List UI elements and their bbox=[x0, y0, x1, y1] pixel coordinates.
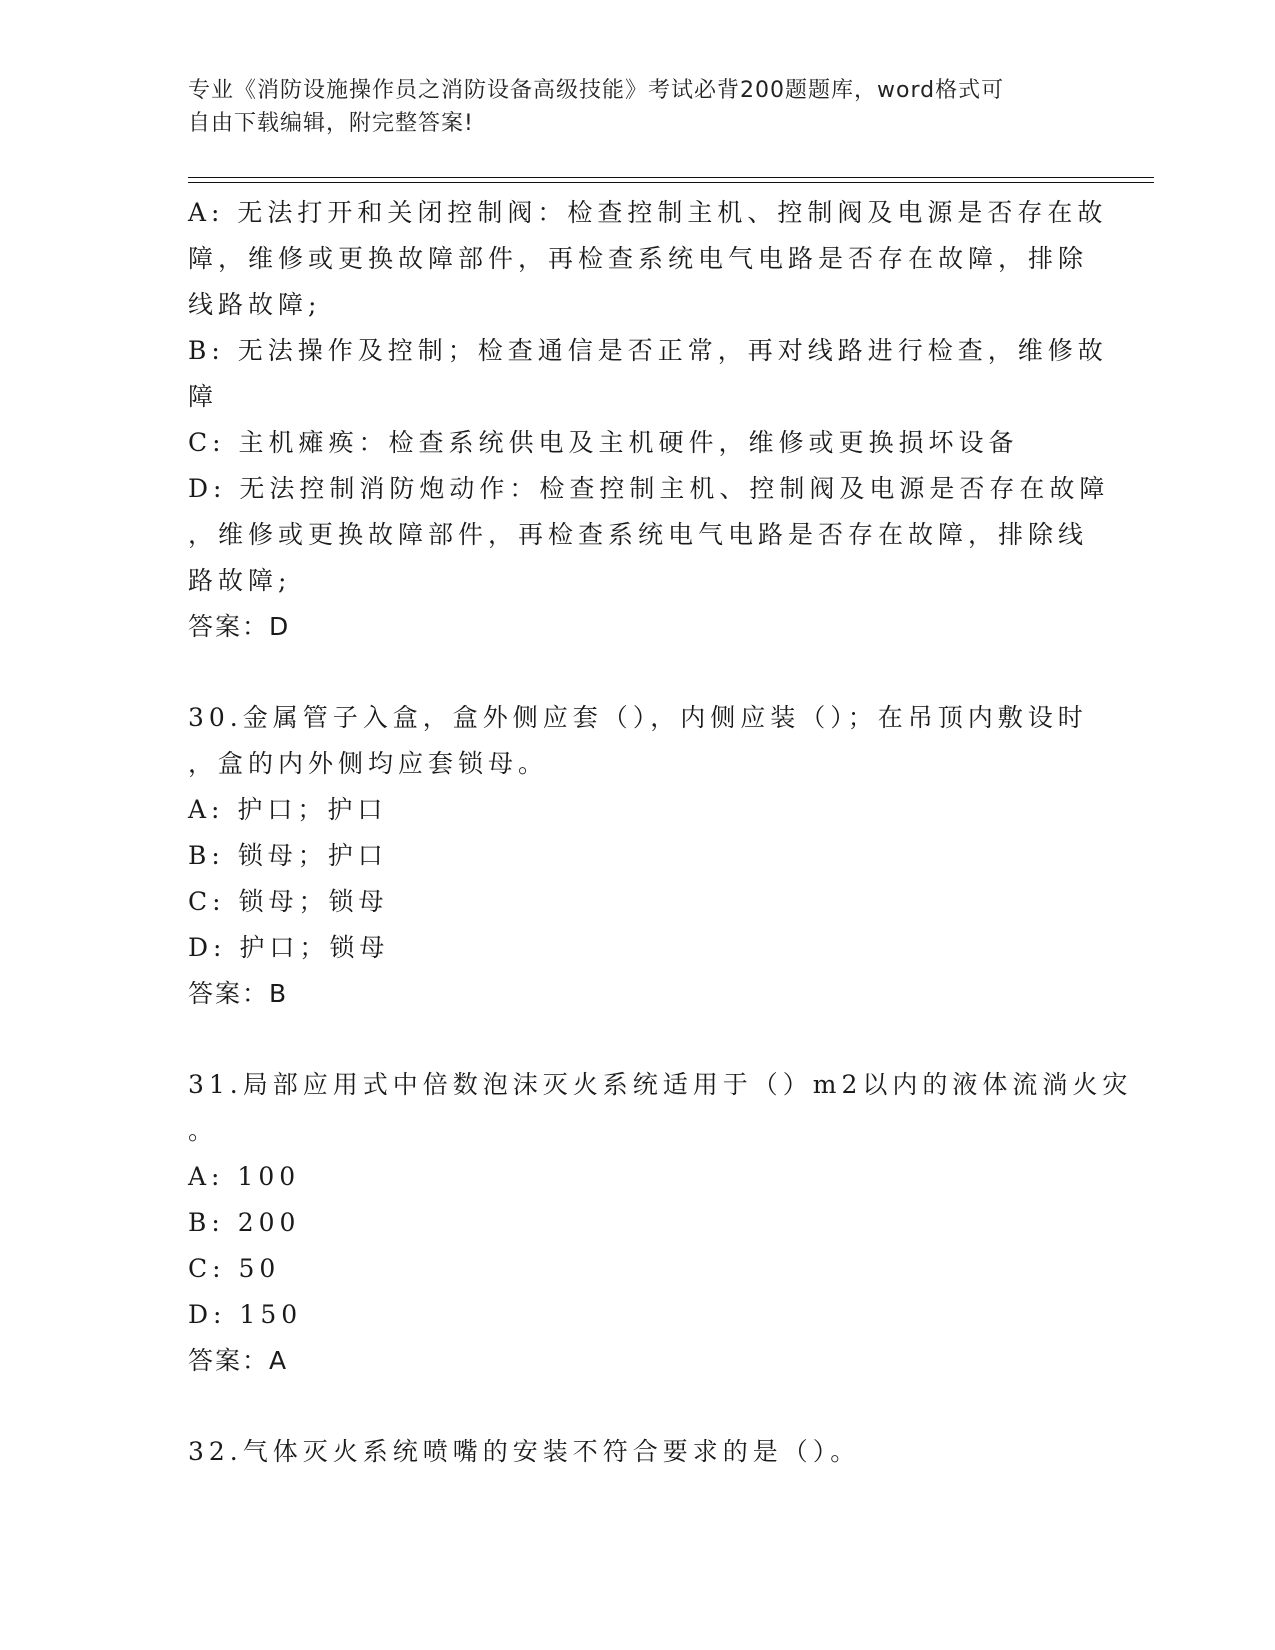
answer-label: 答案：A bbox=[188, 1346, 289, 1375]
question-stem-line-2: ，盒的内外侧均应套锁母。 bbox=[188, 749, 549, 778]
option-d-line-1: D: 无法控制消防炮动作：检查控制主机、控制阀及电源是否存在故障 bbox=[188, 474, 1110, 503]
spacer bbox=[188, 650, 1088, 695]
prev-question-options bbox=[188, 190, 1110, 650]
header-divider-bottom bbox=[188, 182, 1154, 183]
header-line-2: 自由下载编辑，附完整答案! bbox=[188, 111, 474, 136]
option-a: A: 100 bbox=[188, 1162, 301, 1191]
page-header bbox=[188, 74, 1068, 140]
spacer bbox=[188, 1017, 1088, 1062]
option-a-line-1: A: 无法打开和关闭控制阀：检查控制主机、控制阀及电源是否存在故 bbox=[188, 198, 1108, 227]
option-d: D: 护口；锁母 bbox=[188, 933, 390, 962]
question-stem-line-1: 30.金属管子入盒，盒外侧应套（），内侧应装（）；在吊顶内敷设时 bbox=[188, 703, 1088, 732]
option-c: C: 50 bbox=[188, 1254, 281, 1283]
option-c: C: 锁母；锁母 bbox=[188, 887, 389, 916]
option-d-line-2: ，维修或更换故障部件，再检查系统电气电路是否存在故障，排除线 bbox=[188, 520, 1089, 549]
header-divider-top bbox=[188, 177, 1154, 178]
question-32 bbox=[188, 1429, 1088, 1475]
option-a-line-3: 线路故障; bbox=[188, 290, 322, 319]
question-30 bbox=[188, 695, 1088, 1017]
option-b-line-1: B: 无法操作及控制；检查通信是否正常，再对线路进行检查，维修故 bbox=[188, 336, 1108, 365]
question-stem-line-1: 31.局部应用式中倍数泡沫灭火系统适用于（）m2以内的液体流淌火灾 bbox=[188, 1070, 1133, 1099]
question-stem-line-2: 。 bbox=[188, 1116, 219, 1145]
answer-label: 答案：D bbox=[188, 612, 291, 641]
spacer bbox=[188, 1384, 1088, 1429]
option-b: B: 锁母；护口 bbox=[188, 841, 388, 870]
question-stem-line-1: 32.气体灭火系统喷嘴的安装不符合要求的是（）。 bbox=[188, 1437, 861, 1466]
option-b-line-2: 障 bbox=[188, 382, 219, 411]
option-d: D: 150 bbox=[188, 1300, 303, 1329]
option-b: B: 200 bbox=[188, 1208, 301, 1237]
option-d-line-3: 路故障; bbox=[188, 566, 292, 595]
header-line-1: 专业《消防设施操作员之消防设备高级技能》考试必背200题题库，word格式可 bbox=[188, 78, 1005, 103]
option-c-line-1: C: 主机瘫痪：检查系统供电及主机硬件，维修或更换损坏设备 bbox=[188, 428, 1019, 457]
option-a-line-2: 障，维修或更换故障部件，再检查系统电气电路是否存在故障，排除 bbox=[188, 244, 1089, 273]
answer-label: 答案：B bbox=[188, 979, 289, 1008]
question-31 bbox=[188, 1062, 1133, 1384]
question-content bbox=[188, 190, 1133, 1475]
option-a: A: 护口；护口 bbox=[188, 795, 388, 824]
